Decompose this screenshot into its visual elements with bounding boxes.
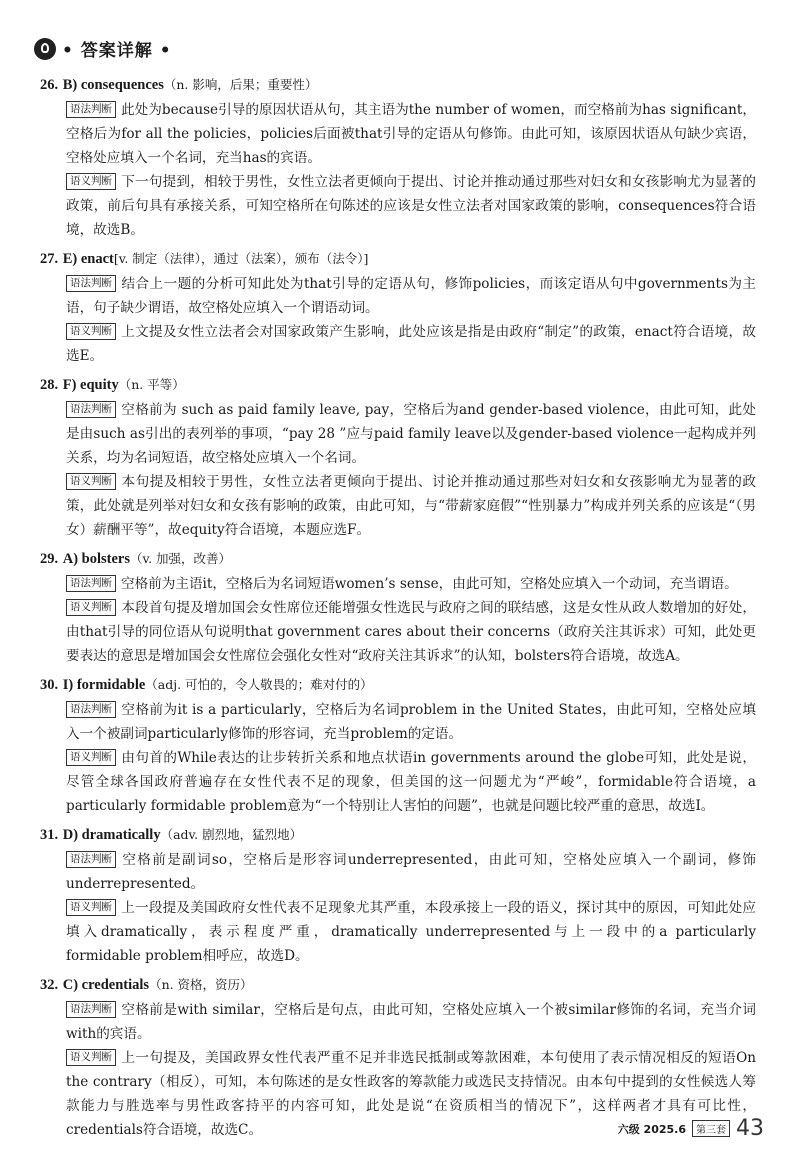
explanation-text: 空格前为it is a particularly，空格后为名词problem in the United States，由此可知，空格处应填入一个被副词particularly修饰的形容词，充当problem的定语。 <box>66 702 756 742</box>
explanation-text: 此处为because引导的原因状语从句，其主语为the number of women，而空格前为has significant，空格后为for all the policies，policies后面被that引导的定语从句修饰。由此可知，该原因状语从句缺少宾语，空格处应填入一个名词，充当has的宾语。 <box>66 102 756 166</box>
judgment-tag: 语法判断 <box>66 101 116 118</box>
answer-word: D) dramatically <box>62 827 161 843</box>
question-heading <box>40 246 756 272</box>
explanation-text: 下一句提到，相较于男性，女性立法者更倾向于提出、讨论并推动通过那些对妇女和女孩影响尤为显著的政策，前后句具有承接关系，可知空格所在句陈述的应该是女性立法者对国家政策的影响，consequences符合语境，故选B。 <box>66 174 756 238</box>
explanation-paragraph <box>40 998 756 1046</box>
judgment-tag: 语法判断 <box>66 701 116 718</box>
explanation-text: 结合上一题的分析可知此处为that引导的定语从句，修饰policies，而该定语从句中governments为主语，句子缺少谓语，故空格处应填入一个谓语动词。 <box>66 276 756 316</box>
explanation-paragraph <box>40 896 756 968</box>
judgment-tag: 语义判断 <box>66 599 116 616</box>
question-block <box>40 372 756 542</box>
question-heading <box>40 546 756 572</box>
explanation-text: 上文提及女性立法者会对国家政策产生影响，此处应该是指是由政府“制定”的政策，enact符合语境，故选E。 <box>66 324 756 364</box>
explanation-text: 上一句提及，美国政界女性代表严重不足并非选民抵制或筹款困难，本句使用了表示情况相反的短语On the contrary（相反），可知，本句陈述的是女性政客的筹款能力或选民支持情况。由本句中提到的女性候选人筹款能力与胜选率与男性政客持平的内容可知，此处是说“在资质相当的情况下”，这样两者才具有可比性，credentials符合语境，故选C。 <box>66 1050 756 1138</box>
answer-word: B) consequences <box>62 77 164 93</box>
question-block <box>40 672 756 818</box>
question-number: 27. <box>40 251 59 267</box>
judgment-tag: 语义判断 <box>66 1049 116 1066</box>
judgment-tag: 语法判断 <box>66 1001 116 1018</box>
explanation-paragraph <box>40 272 756 320</box>
judgment-tag: 语义判断 <box>66 899 116 916</box>
exam-set-badge: 第三套 <box>692 1120 730 1137</box>
explanation-paragraph <box>40 848 756 896</box>
answer-gloss: （v. 加强，改善） <box>130 551 232 566</box>
answer-word: F) equity <box>62 377 119 393</box>
judgment-tag: 语义判断 <box>66 323 116 340</box>
explanation-paragraph <box>40 698 756 746</box>
question-heading <box>40 372 756 398</box>
question-block <box>40 246 756 368</box>
explanation-paragraph <box>40 398 756 470</box>
page-number: 43 <box>736 1116 764 1141</box>
explanation-text: 空格前是副词so，空格后是形容词underrepresented，由此可知，空格处应填入一个副词，修饰underrepresented。 <box>66 852 756 892</box>
explanation-paragraph <box>40 98 756 170</box>
answer-gloss: [v. 制定（法律），通过（法案），颁布（法令）] <box>113 251 369 266</box>
explanation-text: 空格前是with similar，空格后是句点，由此可知，空格处应填入一个被similar修饰的名词，充当介词with的宾语。 <box>66 1002 756 1042</box>
answer-gloss: （n. 资格，资历） <box>149 977 253 992</box>
explanation-paragraph <box>40 320 756 368</box>
explanation-paragraph <box>40 470 756 542</box>
question-number: 26. <box>40 77 59 93</box>
question-heading <box>40 672 756 698</box>
exam-level: 六级 2025.6 <box>617 1122 686 1136</box>
question-number: 30. <box>40 677 59 693</box>
answer-word: I) formidable <box>62 677 146 693</box>
explanation-text: 本句提及相较于男性，女性立法者更倾向于提出、讨论并推动通过那些对妇女和女孩影响尤为显著的政策，此处就是列举对妇女和女孩有影响的政策，由此可知，与“带薪家庭假”“性别暴力”构成并列关系的应该是“（男女）薪酬平等”，故equity符合语境，本题应选F。 <box>66 474 756 538</box>
judgment-tag: 语义判断 <box>66 173 116 190</box>
explanation-paragraph <box>40 596 756 668</box>
answer-word: A) bolsters <box>62 551 130 567</box>
section-title: • 答案详解 • <box>62 41 172 61</box>
answer-word: E) enact <box>62 251 114 267</box>
judgment-tag: 语法判断 <box>66 401 116 418</box>
judgment-tag: 语义判断 <box>66 473 116 490</box>
judgment-tag: 语法判断 <box>66 275 116 292</box>
question-heading <box>40 972 756 998</box>
question-heading <box>40 822 756 848</box>
answer-gloss: （n. 平等） <box>118 377 185 392</box>
judgment-tag: 语法判断 <box>66 575 116 592</box>
judgment-tag: 语法判断 <box>66 851 116 868</box>
question-block <box>40 822 756 968</box>
question-number: 31. <box>40 827 59 843</box>
question-block <box>40 546 756 668</box>
answer-word: C) credentials <box>62 977 150 993</box>
question-number: 29. <box>40 551 59 567</box>
answer-gloss: （adv. 剧烈地，猛烈地） <box>160 827 303 842</box>
explanation-paragraph <box>40 572 756 596</box>
answer-gloss: （n. 影响，后果；重要性） <box>163 77 318 92</box>
lightbulb-icon <box>34 38 56 60</box>
question-block <box>40 72 756 242</box>
explanation-text: 上一段提及美国政府女性代表不足现象尤其严重，本段承接上一段的语义，探讨其中的原因，可知此处应填入dramatically，表示程度严重，dramatically underrepresented与上一段中的a particularly formidable problem相呼应，故选D。 <box>66 900 756 964</box>
explanation-text: 空格前为主语it，空格后为名词短语women’s sense，由此可知，空格处应填入一个动词，充当谓语。 <box>121 576 738 592</box>
judgment-tag: 语义判断 <box>66 749 116 766</box>
answer-explanations <box>40 72 756 1146</box>
explanation-paragraph <box>40 170 756 242</box>
question-number: 32. <box>40 977 59 993</box>
question-heading <box>40 72 756 98</box>
answer-gloss: （adj. 可怕的，令人敬畏的；难对付的） <box>145 677 373 692</box>
explanation-text: 本段首句提及增加国会女性席位还能增强女性选民与政府之间的联结感，这是女性从政人数增加的好处，由that引导的同位语从句说明that government cares about their concerns（政府关注其诉求）可知，此处更要表达的意思是增加国会女性席位会强化女性对“政府关注其诉求”的认知，bolsters符合语境，故选A。 <box>66 600 756 664</box>
explanation-text: 由句首的While表达的让步转折关系和地点状语in governments around the globe可知，此处是说，尽管全球各国政府普遍存在女性代表不足的现象，但美国的这一问题尤为“严峻”，formidable符合语境，a particularly formidable problem意为“一个特别让人害怕的问题”，也就是问题比较严重的意思，故选I。 <box>66 750 756 814</box>
section-header <box>34 36 172 61</box>
explanation-paragraph <box>40 746 756 818</box>
page-footer <box>618 1116 764 1141</box>
explanation-text: 空格前为 such as paid family leave, pay，空格后为and gender-based violence，由此可知，此处是由such as引出的表列举的事项，“pay 28 ”应与paid family leave以及gender-based violence一起构成并列关系，均为名词短语，故空格处应填入一个名词。 <box>66 402 756 466</box>
question-number: 28. <box>40 377 59 393</box>
